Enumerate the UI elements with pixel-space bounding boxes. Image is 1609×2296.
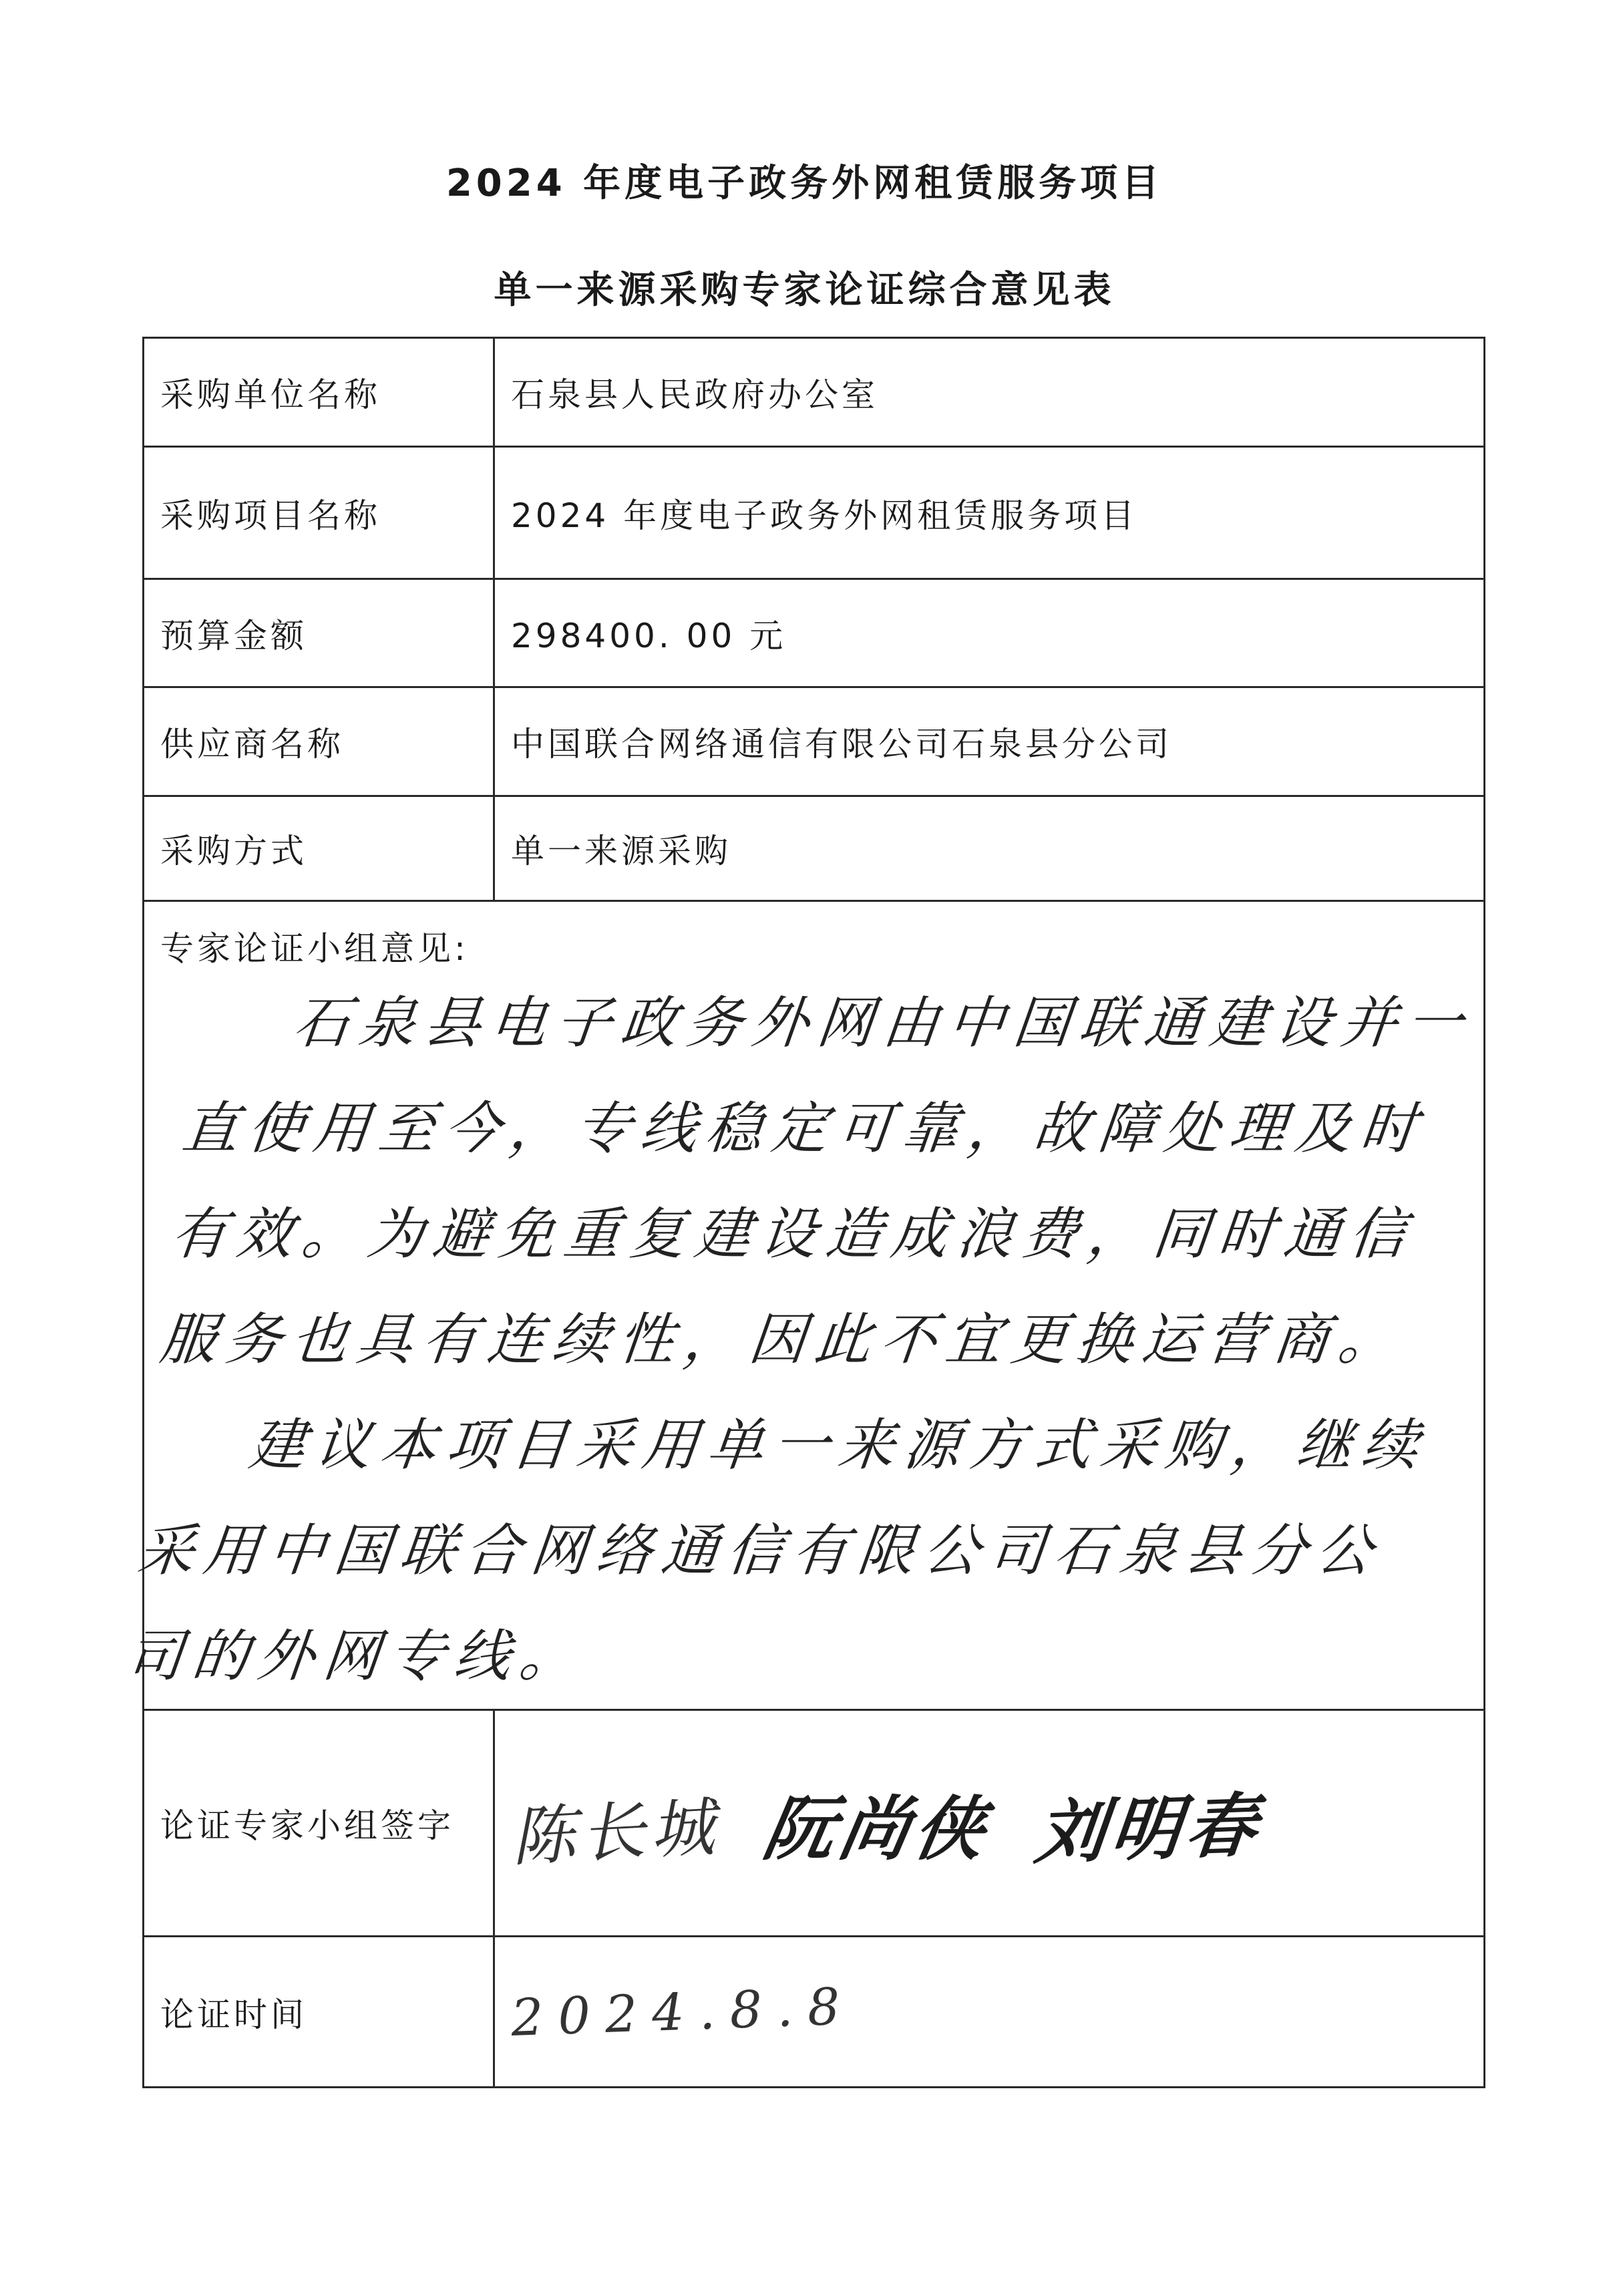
supplier-label: 供应商名称 xyxy=(144,687,494,796)
method-value: 单一来源采购 xyxy=(494,796,1485,901)
row-date xyxy=(144,1937,1485,2088)
row-expert-opinion xyxy=(144,901,1485,1710)
opinion-paragraph-1: 石泉县电子政务外网由中国联通建设并一直使用至今，专线稳定可靠，故障处理及时有效。为避免重复建设造成浪费，同时通信服务也具有连续性，因此不宜更换运营商。 xyxy=(156,990,1475,1372)
project-label: 采购项目名称 xyxy=(144,447,494,579)
signature-label: 论证专家小组签字 xyxy=(144,1710,494,1937)
purchaser-value: 石泉县人民政府办公室 xyxy=(494,338,1485,447)
method-label: 采购方式 xyxy=(144,796,494,901)
document-title-line-2: 单一来源采购专家论证综合意见表 xyxy=(494,269,1115,312)
signature-1: 陈长城 xyxy=(509,1789,722,1876)
purchaser-label: 采购单位名称 xyxy=(144,338,494,447)
row-purchaser xyxy=(144,338,1485,447)
project-value: 2024 年度电子政务外网租赁服务项目 xyxy=(494,447,1485,579)
signature-cell xyxy=(494,1710,1485,1937)
signature-2: 阮尚侠 xyxy=(757,1788,997,1870)
signature-3: 刘明春 xyxy=(1031,1784,1266,1874)
expert-opinion-cell xyxy=(124,901,1485,1710)
supplier-value: 中国联合网络通信有限公司石泉县分公司 xyxy=(494,687,1485,796)
row-project xyxy=(144,447,1485,579)
opinion-form-table xyxy=(124,337,1485,2088)
document-title-line-1: 2024 年度电子政务外网租赁服务项目 xyxy=(445,162,1164,205)
date-cell xyxy=(494,1937,1485,2088)
date-label: 论证时间 xyxy=(144,1937,494,2088)
opinion-paragraph-2: 建议本项目采用单一来源方式采购，继续采用中国联合网络通信有限公司石泉县分公司的外网专线。 xyxy=(124,1412,1431,1689)
budget-value: 298400. 00 元 xyxy=(494,579,1485,687)
row-method xyxy=(144,796,1485,901)
handwritten-opinion xyxy=(122,970,1506,1709)
expert-signatures xyxy=(509,1773,1467,1876)
row-budget xyxy=(144,579,1485,687)
expert-opinion-heading: 专家论证小组意见: xyxy=(160,929,469,968)
row-signatures xyxy=(144,1710,1485,1937)
row-supplier xyxy=(144,687,1485,796)
budget-label: 预算金额 xyxy=(144,579,494,687)
handwritten-date: 2024.8.8 xyxy=(510,1976,856,2047)
